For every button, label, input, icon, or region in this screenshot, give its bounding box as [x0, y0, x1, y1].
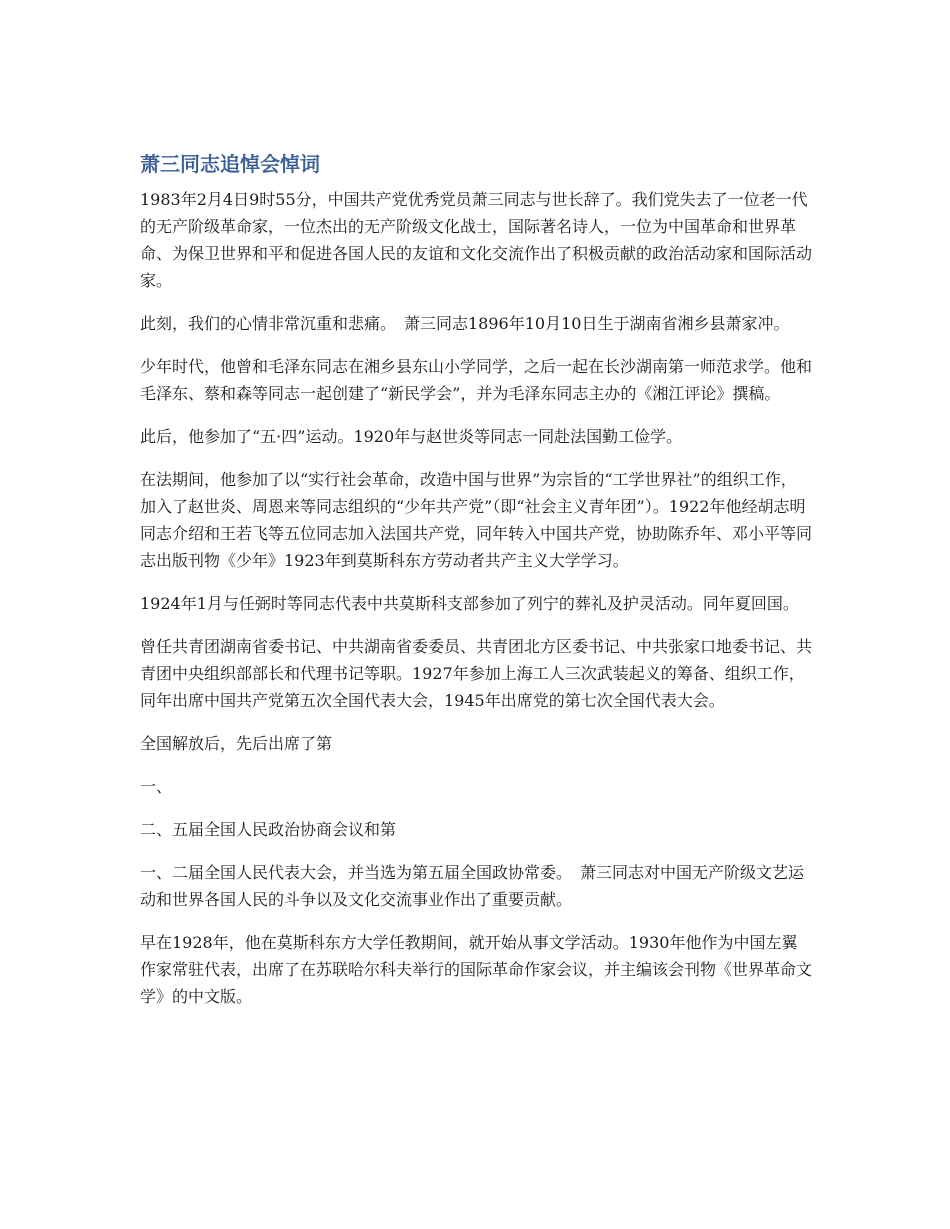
paragraph: 此刻，我们的心情非常沉重和悲痛。 萧三同志1896年10月10日生于湖南省湘乡县萧家冲。 [140, 314, 790, 333]
paragraph: 曾任共青团湖南省委书记、中共湖南省委委员、共青团北方区委书记、中共张家口地委书记、共青团中央组织部部长和代理书记等职。1927年参加上海工人三次武装起义的筹备、组织工作，同年出席中国共产党第五次全国代表大会，1945年出席党的第七次全国代表大会。 [140, 637, 813, 710]
paragraph: 1924年1月与任弼时等同志代表中共莫斯科支部参加了列宁的葬礼及护灵活动。同年夏回国。 [140, 594, 799, 613]
paragraph: 一、二届全国人民代表大会，并当选为第五届全国政协常委。 萧三同志对中国无产阶级文艺运动和世界各国人民的斗争以及文化交流事业作出了重要贡献。 [140, 863, 805, 909]
paragraph: 此后，他参加了“五·四”运动。1920年与赵世炎等同志一同赴法国勤工俭学。 [140, 427, 683, 446]
document-title: 萧三同志追悼会悼词 [140, 152, 320, 176]
document-page [140, 148, 812, 1026]
paragraph: 早在1928年，他在莫斯科东方大学任教期间，就开始从事文学活动。1930年他作为中国左翼作家常驻代表，出席了在苏联哈尔科夫举行的国际革命作家会议，并主编该会刊物《世界革命文学》的中文版。 [140, 933, 813, 1006]
paragraph: 少年时代，他曾和毛泽东同志在湘乡县东山小学同学，之后一起在长沙湖南第一师范求学。他和毛泽东、蔡和森等同志一起创建了“新民学会”，并为毛泽东同志主办的《湘江评论》撰稿。 [140, 357, 813, 403]
paragraph: 在法期间，他参加了以“实行社会革命，改造中国与世界”为宗旨的“工学世界社”的组织工作，加入了赵世炎、周恩来等同志组织的“少年共产党”（即“社会主义青年团”）。1922年他经胡志明同志介绍和王若飞等五位同志加入法国共产党，同年转入中国共产党，协助陈乔年、邓小平等同志出版刊物《少年》1923年到莫斯科东方劳动者共产主义大学学习。 [140, 470, 813, 570]
paragraph: 1983年2月4日9时55分，中国共产党优秀党员萧三同志与世长辞了。我们党失去了一位老一代的无产阶级革命家，一位杰出的无产阶级文化战士，国际著名诗人，一位为中国革命和世界革命、为保卫世界和平和促进各国人民的友谊和文化交流作出了积极贡献的政治活动家和国际活动家。 [140, 190, 813, 290]
paragraph: 一、 [140, 777, 173, 796]
paragraph: 全国解放后，先后出席了第 [140, 734, 333, 753]
paragraph: 二、五届全国人民政治协商会议和第 [140, 820, 397, 839]
